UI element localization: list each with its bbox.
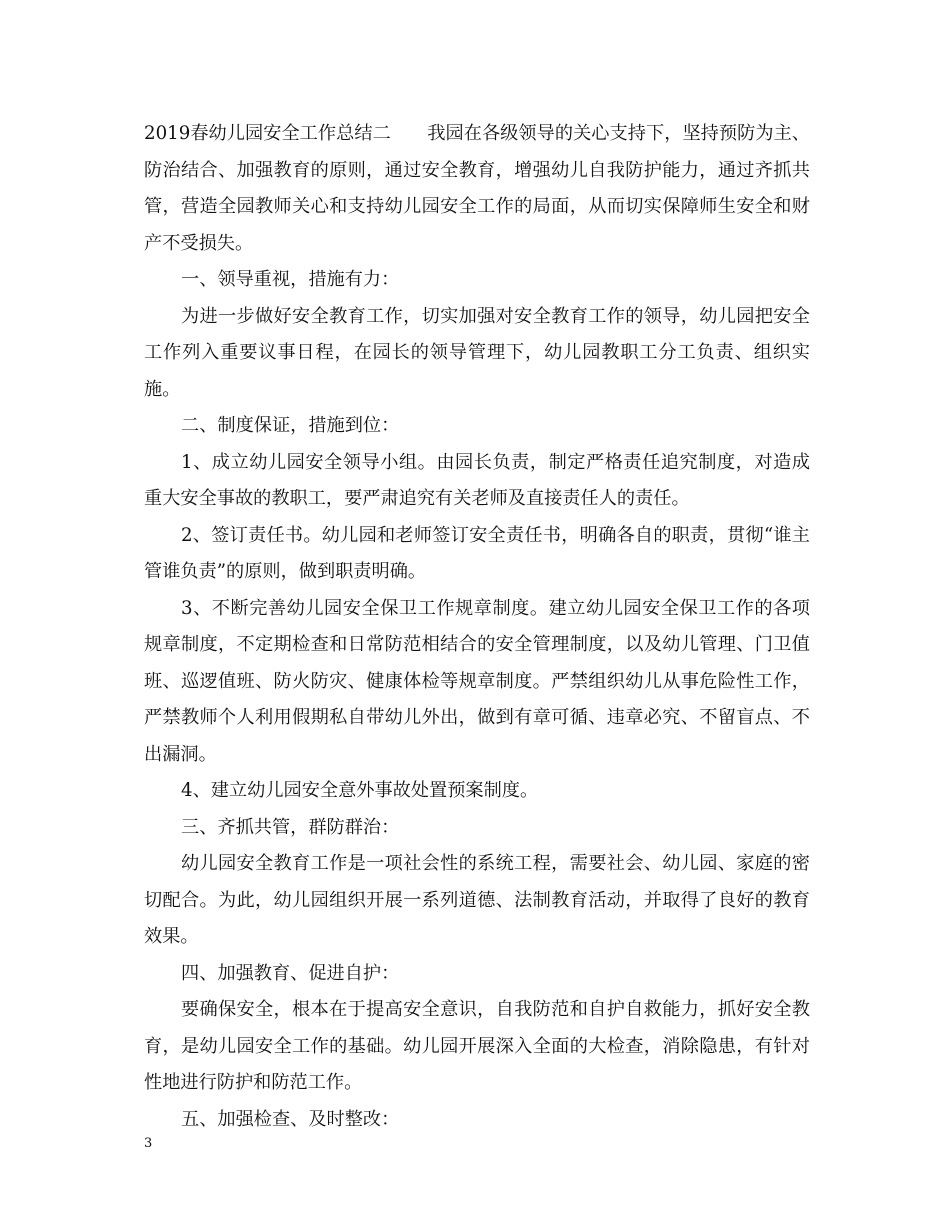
intro-paragraph: 2019春幼儿园安全工作总结二 我园在各级领导的关心支持下，坚持预防为主、防治结合、加强教育的原则，通过安全教育，增强幼儿自我防护能力，通过齐抓共管，营造全园教师关心和支持幼儿园安全工作的局面，从而切实保障师生安全和财产不受损失。	[144, 123, 810, 254]
section-2-item-4: 4、建立幼儿园安全意外事故处置预案制度。	[181, 780, 539, 801]
page-number: 3	[144, 1136, 153, 1151]
section-3-paragraph: 幼儿园安全教育工作是一项社会性的系统工程，需要社会、幼儿园、家庭的密切配合。为此，幼儿园组织开展一系列道德、法制教育活动，并取得了良好的教育效果。	[144, 853, 810, 947]
section-heading-4: 四、加强教育、促进自护：	[181, 962, 400, 984]
section-2-item-1: 1、成立幼儿园安全领导小组。由园长负责，制定严格责任追究制度，对造成重大安全事故的教职工，要严肃追究有关老师及直接责任人的责任。	[144, 451, 810, 509]
section-heading-2: 二、制度保证，措施到位：	[181, 415, 400, 436]
section-4-paragraph: 要确保安全，根本在于提高安全意识，自我防范和自护自救能力，抓好安全教育，是幼儿园安全工作的基础。幼儿园开展深入全面的大检查，消除隐患，有针对性地进行防护和防范工作。	[144, 999, 810, 1093]
section-heading-1: 一、领导重视，措施有力：	[181, 269, 400, 290]
section-1-paragraph: 为进一步做好安全教育工作，切实加强对安全教育工作的领导，幼儿园把安全工作列入重要议事日程，在园长的领导管理下，幼儿园教职工分工负责、组织实施。	[144, 305, 810, 400]
section-heading-3: 三、齐抓共管，群防群治：	[181, 816, 400, 838]
section-heading-5: 五、加强检查、及时整改：	[181, 1108, 400, 1130]
section-2-item-2: 2、签订责任书。幼儿园和老师签订安全责任书，明确各自的职责，贯彻“谁主管谁负责”的原则，做到职责明确。	[144, 524, 810, 582]
section-2-item-3: 3、不断完善幼儿园安全保卫工作规章制度。建立幼儿园安全保卫工作的各项规章制度，不定期检查和日常防范相结合的安全管理制度，以及幼儿管理、门卫值班、巡逻值班、防火防灾、健康体检等规章制度。严禁组织幼儿从事危险性工作，严禁教师个人利用假期私自带幼儿外出，做到有章可循、违章必究、不留盲点、不出漏洞。	[144, 597, 810, 765]
document-body	[144, 116, 810, 1138]
